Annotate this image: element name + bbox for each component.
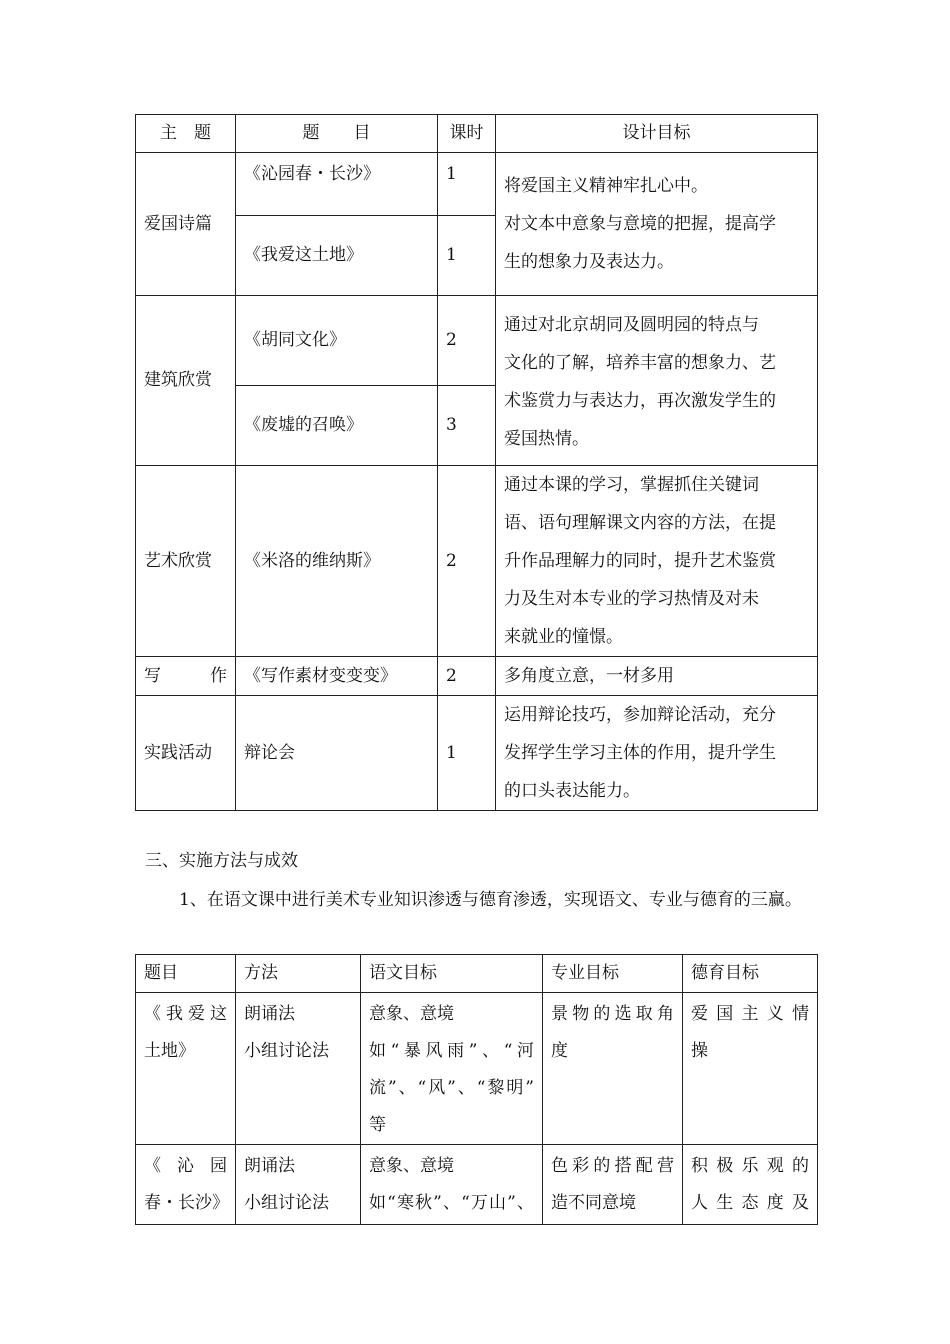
cell-line: 如“寒秋”、“万山”、 — [369, 1193, 534, 1213]
header-hours: 课时 — [438, 115, 496, 153]
chinese-goal-cell — [361, 1145, 543, 1225]
method-cell — [236, 993, 361, 1145]
cell-line: 土地》 — [144, 1041, 195, 1061]
goal-line: 运用辩论技巧，参加辩论活动，充分 — [504, 705, 776, 725]
moral-goal-cell — [683, 1145, 818, 1225]
method-table — [135, 954, 818, 1225]
lesson-hours: 1 — [438, 216, 496, 296]
header-method: 方法 — [236, 955, 361, 993]
table-row — [136, 153, 818, 216]
cell-line: 造不同意境 — [551, 1193, 636, 1213]
table-row — [136, 466, 818, 657]
section-paragraph: 1、在语文课中进行美术专业知识渗透与德育渗透，实现语文、专业与德育的三赢。 — [179, 890, 802, 910]
lesson-hours: 3 — [438, 386, 496, 466]
theme-cell: 实践活动 — [136, 696, 236, 811]
header-theme: 主 题 — [136, 115, 236, 153]
lesson-hours: 1 — [438, 696, 496, 811]
goal-cell — [496, 296, 818, 466]
cell-line: 积极乐观的 — [691, 1156, 809, 1176]
header-major-goal: 专业目标 — [543, 955, 683, 993]
major-goal-cell — [543, 993, 683, 1145]
header-title: 题 目 — [236, 115, 438, 153]
goal-line: 对文本中意象与意境的把握，提高学 — [504, 214, 776, 234]
cell-line: 春・长沙》 — [144, 1193, 229, 1213]
chinese-goal-cell — [361, 993, 543, 1145]
lesson-hours: 1 — [438, 153, 496, 216]
goal-line: 将爱国主义精神牢扎心中。 — [504, 176, 708, 196]
header-goal: 设计目标 — [496, 115, 818, 153]
goal-line: 来就业的憧憬。 — [504, 627, 623, 647]
cell-line: 小组讨论法 — [244, 1041, 329, 1061]
cell-line: 朗诵法 — [244, 1156, 295, 1176]
goal-cell — [496, 153, 818, 296]
cell-line: 朗诵法 — [244, 1004, 295, 1024]
goal-line: 爱国热情。 — [504, 429, 589, 449]
cell-line: 景物的选取角 — [551, 1004, 674, 1024]
goal-line: 通过对北京胡同及圆明园的特点与 — [504, 315, 759, 335]
goal-line: 力及生对本专业的学习热情及对未 — [504, 589, 759, 609]
goal-line: 文化的了解，培养丰富的想象力、艺 — [504, 353, 776, 373]
table-header-row — [136, 115, 818, 153]
theme-cell: 写 作 — [136, 657, 236, 696]
table-row — [136, 1145, 818, 1225]
cell-line: 小组讨论法 — [244, 1193, 329, 1213]
cell-line: 爱国主义情 — [691, 1004, 809, 1024]
goal-line: 语、语句理解课文内容的方法，在提 — [504, 513, 776, 533]
moral-goal-cell — [683, 993, 818, 1145]
lesson-title: 《米洛的维纳斯》 — [236, 466, 438, 657]
method-cell — [236, 1145, 361, 1225]
cell-line: 如“暴风雨”、“河 — [369, 1041, 534, 1061]
table-row — [136, 296, 818, 386]
goal-line: 通过本课的学习，掌握抓住关键词 — [504, 475, 759, 495]
theme-cell: 爱国诗篇 — [136, 153, 236, 296]
section-heading: 三、实施方法与成效 — [145, 851, 298, 871]
lesson-title: 辩论会 — [236, 696, 438, 811]
cell-line: 等 — [369, 1115, 386, 1135]
goal-cell — [496, 466, 818, 657]
title-cell — [136, 1145, 236, 1225]
goal-line: 的口头表达能力。 — [504, 781, 640, 801]
goal-line: 发挥学生学习主体的作用，提升学生 — [504, 743, 776, 763]
header-moral-goal: 德育目标 — [683, 955, 818, 993]
lesson-hours: 2 — [438, 657, 496, 696]
lesson-title: 《我爱这土地》 — [236, 216, 438, 296]
goal-cell — [496, 657, 818, 696]
theme-cell: 艺术欣赏 — [136, 466, 236, 657]
theme-cell: 建筑欣赏 — [136, 296, 236, 466]
cell-line: 意象、意境 — [369, 1004, 454, 1024]
major-goal-cell — [543, 1145, 683, 1225]
cell-line: 色彩的搭配营 — [551, 1156, 674, 1176]
cell-line: 人生态度及 — [691, 1193, 809, 1213]
curriculum-table — [135, 114, 818, 811]
header-title: 题目 — [136, 955, 236, 993]
title-cell — [136, 993, 236, 1145]
cell-line: 流”、“风”、“黎明” — [369, 1078, 534, 1098]
goal-line: 生的想象力及表达力。 — [504, 252, 674, 272]
table-row — [136, 657, 818, 696]
cell-line: 《沁园 — [144, 1156, 227, 1176]
cell-line: 意象、意境 — [369, 1156, 454, 1176]
lesson-title: 《沁园春・长沙》 — [236, 153, 438, 216]
cell-line: 操 — [691, 1041, 708, 1061]
header-chinese-goal: 语文目标 — [361, 955, 543, 993]
cell-line: 度 — [551, 1041, 568, 1061]
goal-line: 术鉴赏力与表达力，再次激发学生的 — [504, 391, 776, 411]
goal-cell — [496, 696, 818, 811]
cell-line: 《我爱这 — [144, 1004, 227, 1024]
lesson-title: 《写作素材变变变》 — [236, 657, 438, 696]
lesson-hours: 2 — [438, 466, 496, 657]
lesson-title: 《废墟的召唤》 — [236, 386, 438, 466]
goal-line: 多角度立意，一材多用 — [504, 666, 674, 686]
lesson-title: 《胡同文化》 — [236, 296, 438, 386]
table-row — [136, 696, 818, 811]
table-row — [136, 993, 818, 1145]
goal-line: 升作品理解力的同时，提升艺术鉴赏 — [504, 551, 776, 571]
table-header-row — [136, 955, 818, 993]
lesson-hours: 2 — [438, 296, 496, 386]
